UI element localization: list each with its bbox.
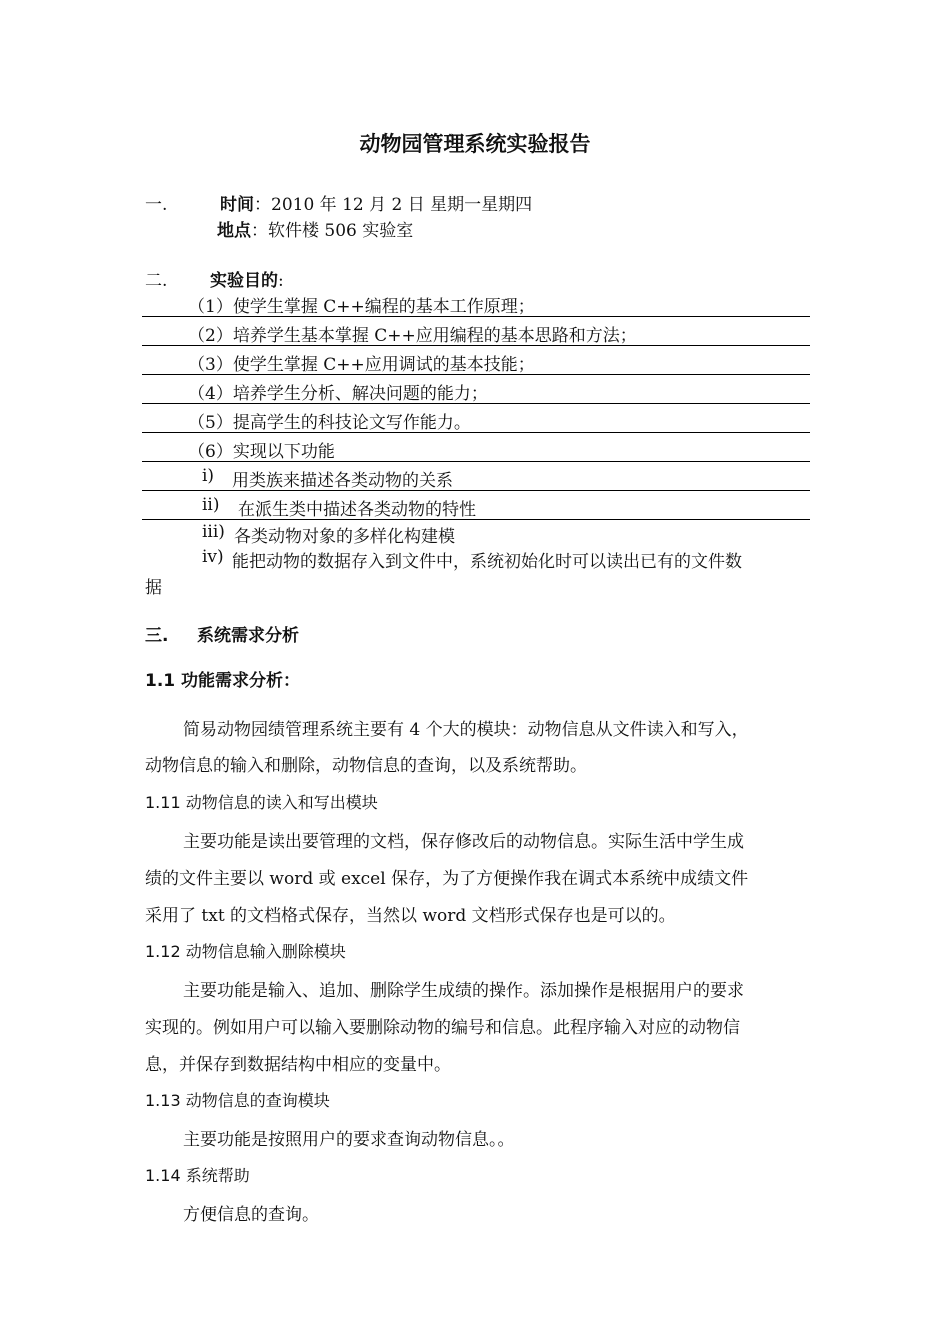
table-rule bbox=[142, 519, 810, 520]
module-text-line: 采用了 txt 的文档格式保存，当然以 word 文档形式保存也是可以的。 bbox=[145, 906, 676, 926]
intro-paragraph-line: 简易动物园绩管理系统主要有 4 个大的模块：动物信息从文件读入和写入， bbox=[183, 720, 749, 740]
table-rule bbox=[142, 345, 810, 346]
sub-item-text: 在派生类中描述各类动物的特性 bbox=[238, 500, 476, 520]
module-text-line: 息，并保存到数据结构中相应的变量中。 bbox=[145, 1055, 451, 1075]
objective-item: （4）培养学生分析、解决问题的能力； bbox=[188, 384, 488, 404]
table-rule bbox=[142, 432, 810, 433]
objective-item: （3）使学生掌握 C++应用调试的基本技能； bbox=[188, 355, 535, 375]
module-text-line: 绩的文件主要以 word 或 excel 保存，为了方便操作我在调式本系统中成绩文件 bbox=[145, 869, 749, 889]
time-label: 时间 bbox=[220, 195, 254, 215]
table-rule bbox=[142, 403, 810, 404]
module-heading: 1.14 系统帮助 bbox=[145, 1166, 250, 1185]
sub-item-marker: i) bbox=[202, 466, 215, 486]
module-text-line: 主要功能是按照用户的要求查询动物信息。。 bbox=[183, 1130, 515, 1150]
time-line bbox=[220, 190, 532, 215]
time-value: ：2010 年 12 月 2 日 星期一星期四 bbox=[254, 195, 533, 215]
sub-item-text: 用类族来描述各类动物的关系 bbox=[232, 471, 453, 491]
module-heading: 1.13 动物信息的查询模块 bbox=[145, 1091, 330, 1110]
section-2-heading-line bbox=[210, 266, 284, 291]
sub-item-marker: ii) bbox=[202, 495, 220, 515]
table-rule bbox=[142, 316, 810, 317]
document-title: 动物园管理系统实验报告 bbox=[359, 132, 591, 156]
section-3-subheading: 1.1 功能需求分析： bbox=[145, 671, 301, 691]
objective-item: （1）使学生掌握 C++编程的基本工作原理； bbox=[188, 297, 535, 317]
module-heading: 1.12 动物信息输入删除模块 bbox=[145, 942, 346, 961]
section-2-colon: : bbox=[278, 271, 284, 291]
module-text-line: 主要功能是输入、追加、删除学生成绩的操作。添加操作是根据用户的要求 bbox=[183, 981, 744, 1001]
module-heading: 1.11 动物信息的读入和写出模块 bbox=[145, 793, 378, 812]
place-label: 地点 bbox=[217, 221, 251, 241]
sub-item-text: 各类动物对象的多样化构建模 bbox=[234, 527, 455, 547]
table-rule bbox=[142, 461, 810, 462]
module-text-line: 实现的。例如用户可以输入要删除动物的编号和信息。此程序输入对应的动物信 bbox=[145, 1018, 740, 1038]
intro-paragraph-line: 动物信息的输入和删除，动物信息的查询，以及系统帮助。 bbox=[145, 756, 587, 776]
sub-item-marker: iv) bbox=[202, 547, 224, 567]
sub-item-text: 能把动物的数据存入到文件中，系统初始化时可以读出已有的文件数 bbox=[232, 552, 742, 572]
sub-item-wrap: 据 bbox=[145, 578, 162, 598]
section-2-heading: 实验目的 bbox=[210, 271, 278, 291]
module-text-line: 方便信息的查询。 bbox=[183, 1205, 319, 1225]
section-2-number: 二. bbox=[145, 271, 168, 291]
objective-item: （6）实现以下功能 bbox=[188, 442, 335, 462]
place-value: ：软件楼 506 实验室 bbox=[251, 221, 414, 241]
place-line bbox=[217, 216, 413, 241]
section-3-number: 三. bbox=[145, 626, 169, 646]
section-1-number: 一. bbox=[145, 195, 168, 215]
objective-item: （2）培养学生基本掌握 C++应用编程的基本思路和方法； bbox=[188, 326, 637, 346]
module-text-line: 主要功能是读出要管理的文档，保存修改后的动物信息。实际生活中学生成 bbox=[183, 832, 744, 852]
table-rule bbox=[142, 374, 810, 375]
sub-item-marker: iii) bbox=[202, 522, 225, 542]
table-rule bbox=[142, 490, 810, 491]
objective-item: （5）提高学生的科技论文写作能力。 bbox=[188, 413, 471, 433]
section-3-heading: 系统需求分析 bbox=[197, 626, 299, 646]
